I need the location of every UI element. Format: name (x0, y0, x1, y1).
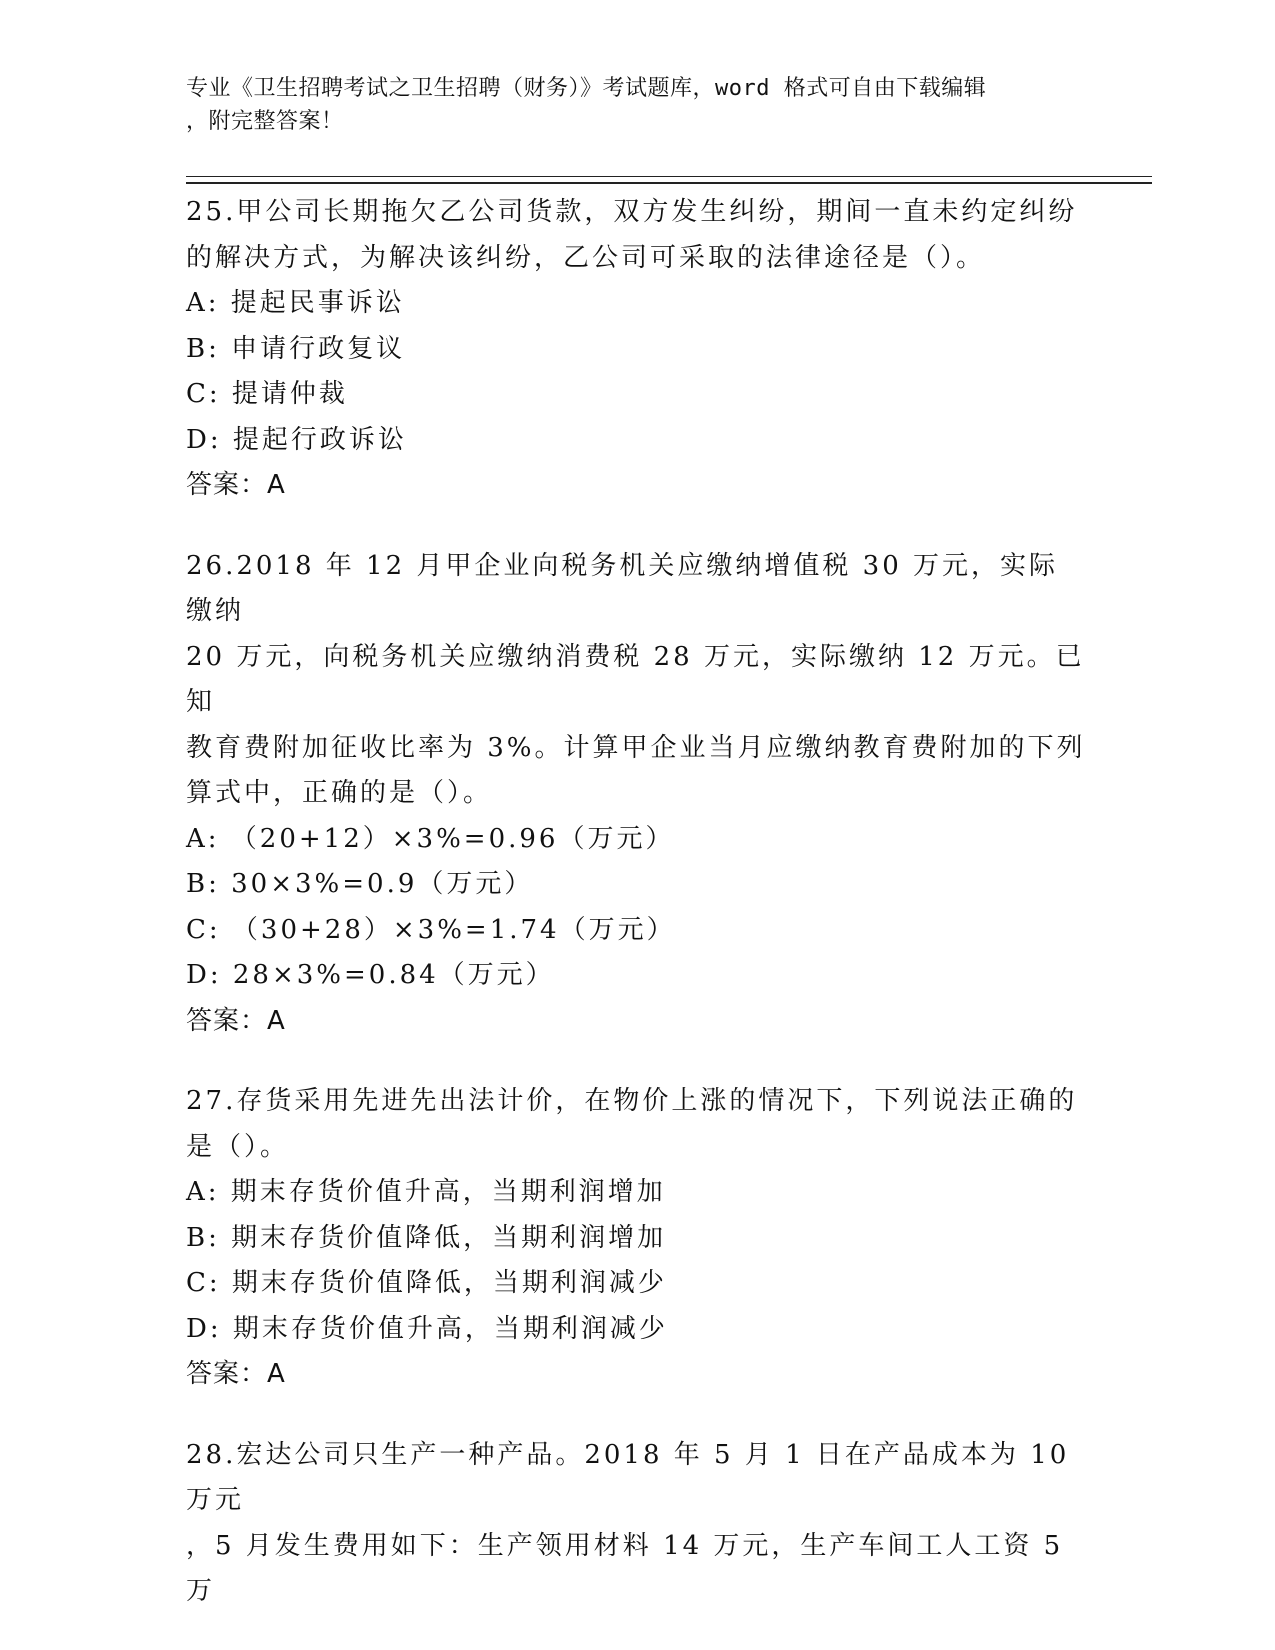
option-b: B: 期末存货价值降低，当期利润增加 (186, 1222, 667, 1253)
answer-line: 答案：A (186, 470, 286, 500)
answer-line: 答案：A (186, 1359, 286, 1389)
question-stem-line: 26.2018 年 12 月甲企业向税务机关应缴纳增值税 30 万元，实际缴纳 (186, 550, 1059, 626)
header-divider-thin (186, 176, 1152, 177)
option-c: C: （30+28）×3%=1.74（万元） (186, 914, 676, 945)
question-stem-line: ，5 月发生费用如下：生产领用材料 14 万元，生产车间工人工资 5 万 (186, 1530, 1064, 1606)
question-stem-line: 算式中，正确的是（）。 (186, 778, 493, 808)
question-27 (186, 1079, 1086, 1398)
option-b: B: 申请行政复议 (186, 333, 406, 364)
option-c: C: 提请仲裁 (186, 379, 348, 409)
question-stem-line: 教育费附加征收比率为 3%。计算甲企业当月应缴纳教育费附加的下列 (186, 732, 1086, 763)
option-a: A: 期末存货价值升高，当期利润增加 (186, 1177, 666, 1207)
header-line-1: 专业《卫生招聘考试之卫生招聘（财务）》考试题库，word 格式可自由下载编辑 (186, 76, 987, 101)
question-stem-line: 是（）。 (186, 1131, 290, 1162)
question-stem-line: 25.甲公司长期拖欠乙公司货款，双方发生纠纷，期间一直未约定纠纷 (186, 197, 1078, 227)
question-28 (186, 1433, 1086, 1615)
header-line-2: ，附完整答案！ (186, 109, 344, 134)
option-d: D: 28×3%=0.84（万元） (186, 960, 555, 990)
option-c: C: 期末存货价值降低，当期利润减少 (186, 1268, 667, 1298)
answer-line: 答案：A (186, 1005, 286, 1036)
option-d: D: 期末存货价值升高，当期利润减少 (186, 1313, 668, 1344)
header-divider-thick (186, 182, 1152, 184)
question-26 (186, 544, 1086, 1045)
question-list (186, 190, 1086, 1650)
option-d: D: 提起行政诉讼 (186, 424, 407, 455)
option-a: A: （20+12）×3%=0.96（万元） (186, 823, 675, 854)
question-stem-line: 28.宏达公司只生产一种产品。2018 年 5 月 1 日在产品成本为 10 万元 (186, 1439, 1070, 1515)
option-b: B: 30×3%=0.9（万元） (186, 869, 534, 899)
document-header (186, 72, 1066, 138)
question-stem-line: 20 万元，向税务机关应缴纳消费税 28 万元，实际缴纳 12 万元。已知 (186, 641, 1085, 717)
question-25 (186, 190, 1086, 509)
question-stem-line: 的解决方式，为解决该纠纷，乙公司可采取的法律途径是（）。 (186, 242, 986, 273)
option-a: A: 提起民事诉讼 (186, 288, 405, 318)
question-stem-line: 27.存货采用先进先出法计价，在物价上涨的情况下，下列说法正确的 (186, 1086, 1078, 1116)
